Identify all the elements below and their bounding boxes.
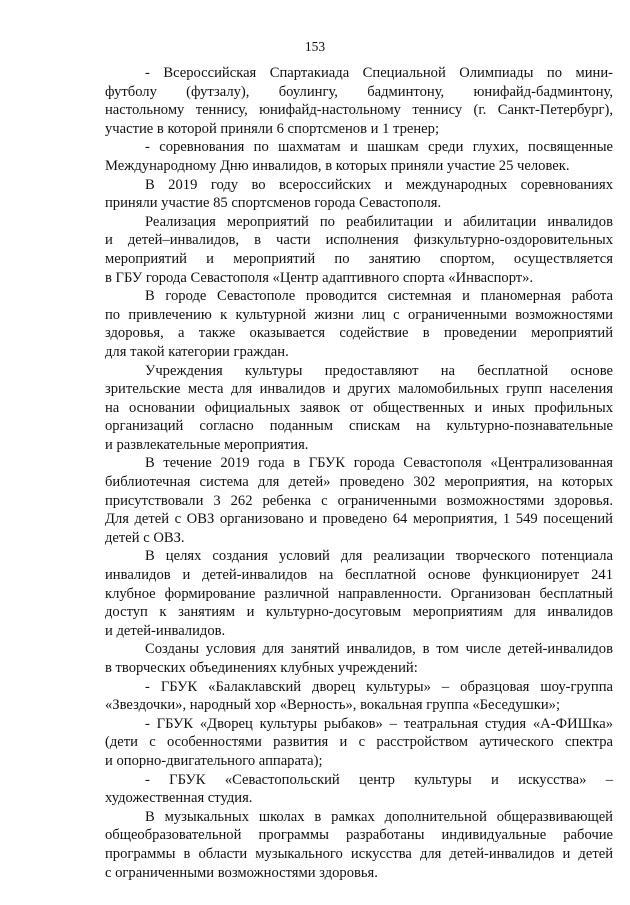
text-line: и развлекательные мероприятия. <box>105 436 309 453</box>
text-line: доступ к занятиям и культурно-досуговым мероприятиям для инвалидов <box>105 604 613 621</box>
text-line: здоровья, а также оказывается содействие в проведении мероприятий <box>105 325 613 342</box>
text-line: «Звездочки», народный хор «Верность», вокальная группа «Беседушки»; <box>105 697 561 714</box>
text-line: настольному теннису, юнифайд-настольному теннису (г. Санкт-Петербург), <box>105 102 613 119</box>
text-line: Реализация мероприятий по реабилитации и абилитации инвалидов <box>145 213 613 230</box>
text-line: мероприятий и мероприятий по занятию спортом, осуществляется <box>105 250 613 267</box>
text-line: В городе Севастополе проводится системная и планомерная работа <box>145 288 613 305</box>
text-line: с ограниченными возможностями здоровья. <box>105 864 378 881</box>
body-text <box>105 64 613 882</box>
text-line: инвалидов и детей-инвалидов на бесплатной основе функционирует 241 <box>105 567 613 584</box>
text-line: художественная студия. <box>105 790 253 807</box>
text-line: и детей–инвалидов, в части исполнения физкультурно-оздоровительных <box>105 232 613 249</box>
text-line: детей с ОВЗ. <box>105 529 185 546</box>
text-line: и детей-инвалидов. <box>105 622 226 639</box>
text-line: Созданы условия для занятий инвалидов, в том числе детей-инвалидов <box>145 641 613 658</box>
text-line: - ГБУК «Севастопольский центр культуры и искусства» – <box>145 771 613 788</box>
text-line: по привлечению к культурной жизни лиц с ограниченными возможностями <box>105 306 613 323</box>
text-line: - ГБУК «Балаклавский дворец культуры» – образцовая шоу-группа <box>145 678 613 695</box>
text-line: Международному Дню инвалидов, в которых приняли участие 25 человек. <box>105 157 570 174</box>
text-line: зрительские места для инвалидов и других маломобильных групп населения <box>105 381 613 398</box>
page-number: 153 <box>304 39 326 54</box>
text-line: общеобразовательной программы разработаны индивидуальные рабочие <box>105 827 613 844</box>
text-line: в ГБУ города Севастополя «Центр адаптивного спорта «Инваспорт». <box>105 269 534 286</box>
text-line: в творческих объединениях клубных учреждений: <box>105 660 418 676</box>
text-line: Учреждения культуры предоставляют на бесплатной основе <box>145 362 613 379</box>
text-line: организаций согласно поданным спискам на культурно-познавательные <box>105 418 613 435</box>
text-line: В музыкальных школах в рамках дополнительной общеразвивающей <box>145 808 613 825</box>
text-line: и опорно-двигательного аппарата); <box>105 752 323 769</box>
text-line: футболу (футзалу), боулингу, бадминтону, юнифайд-бадминтону, <box>105 83 613 100</box>
text-line: В течение 2019 года в ГБУК города Севастополя «Централизованная <box>145 455 613 472</box>
text-line: - соревнования по шахматам и шашкам среди глухих, посвященные <box>145 139 613 156</box>
text-line: (дети с особенностями развития и с расстройством аутического спектра <box>105 734 613 751</box>
text-line: Для детей с ОВЗ организовано и проведено 64 мероприятия, 1 549 посещений <box>105 511 613 528</box>
text-line: присутствовали 3 262 ребенка с ограниченными возможностями здоровья. <box>105 492 613 509</box>
text-line: - Всероссийская Спартакиада Специальной Олимпиады по мини- <box>145 65 613 81</box>
text-line: приняли участие 85 спортсменов города Севастополя. <box>105 195 442 212</box>
text-line: В 2019 году во всероссийских и международных соревнованиях <box>145 176 613 193</box>
text-line: клубное формирование различной направленности. Организован бесплатный <box>105 585 613 602</box>
text-line: библиотечная система для детей» проведено 302 мероприятия, на которых <box>105 474 613 491</box>
text-line: участие в которой приняли 6 спортсменов и 1 тренер; <box>105 120 440 137</box>
text-line: программы в области музыкального искусства для детей-инвалидов и детей <box>105 845 613 862</box>
text-line: - ГБУК «Дворец культуры рыбаков» – театральная студия «А-ФИШка» <box>145 715 613 732</box>
text-line: В целях создания условий для реализации творческого потенциала <box>145 548 613 565</box>
text-line: на основании официальных заявок от общественных и иных профильных <box>105 399 613 416</box>
text-line: для такой категории граждан. <box>105 343 289 360</box>
